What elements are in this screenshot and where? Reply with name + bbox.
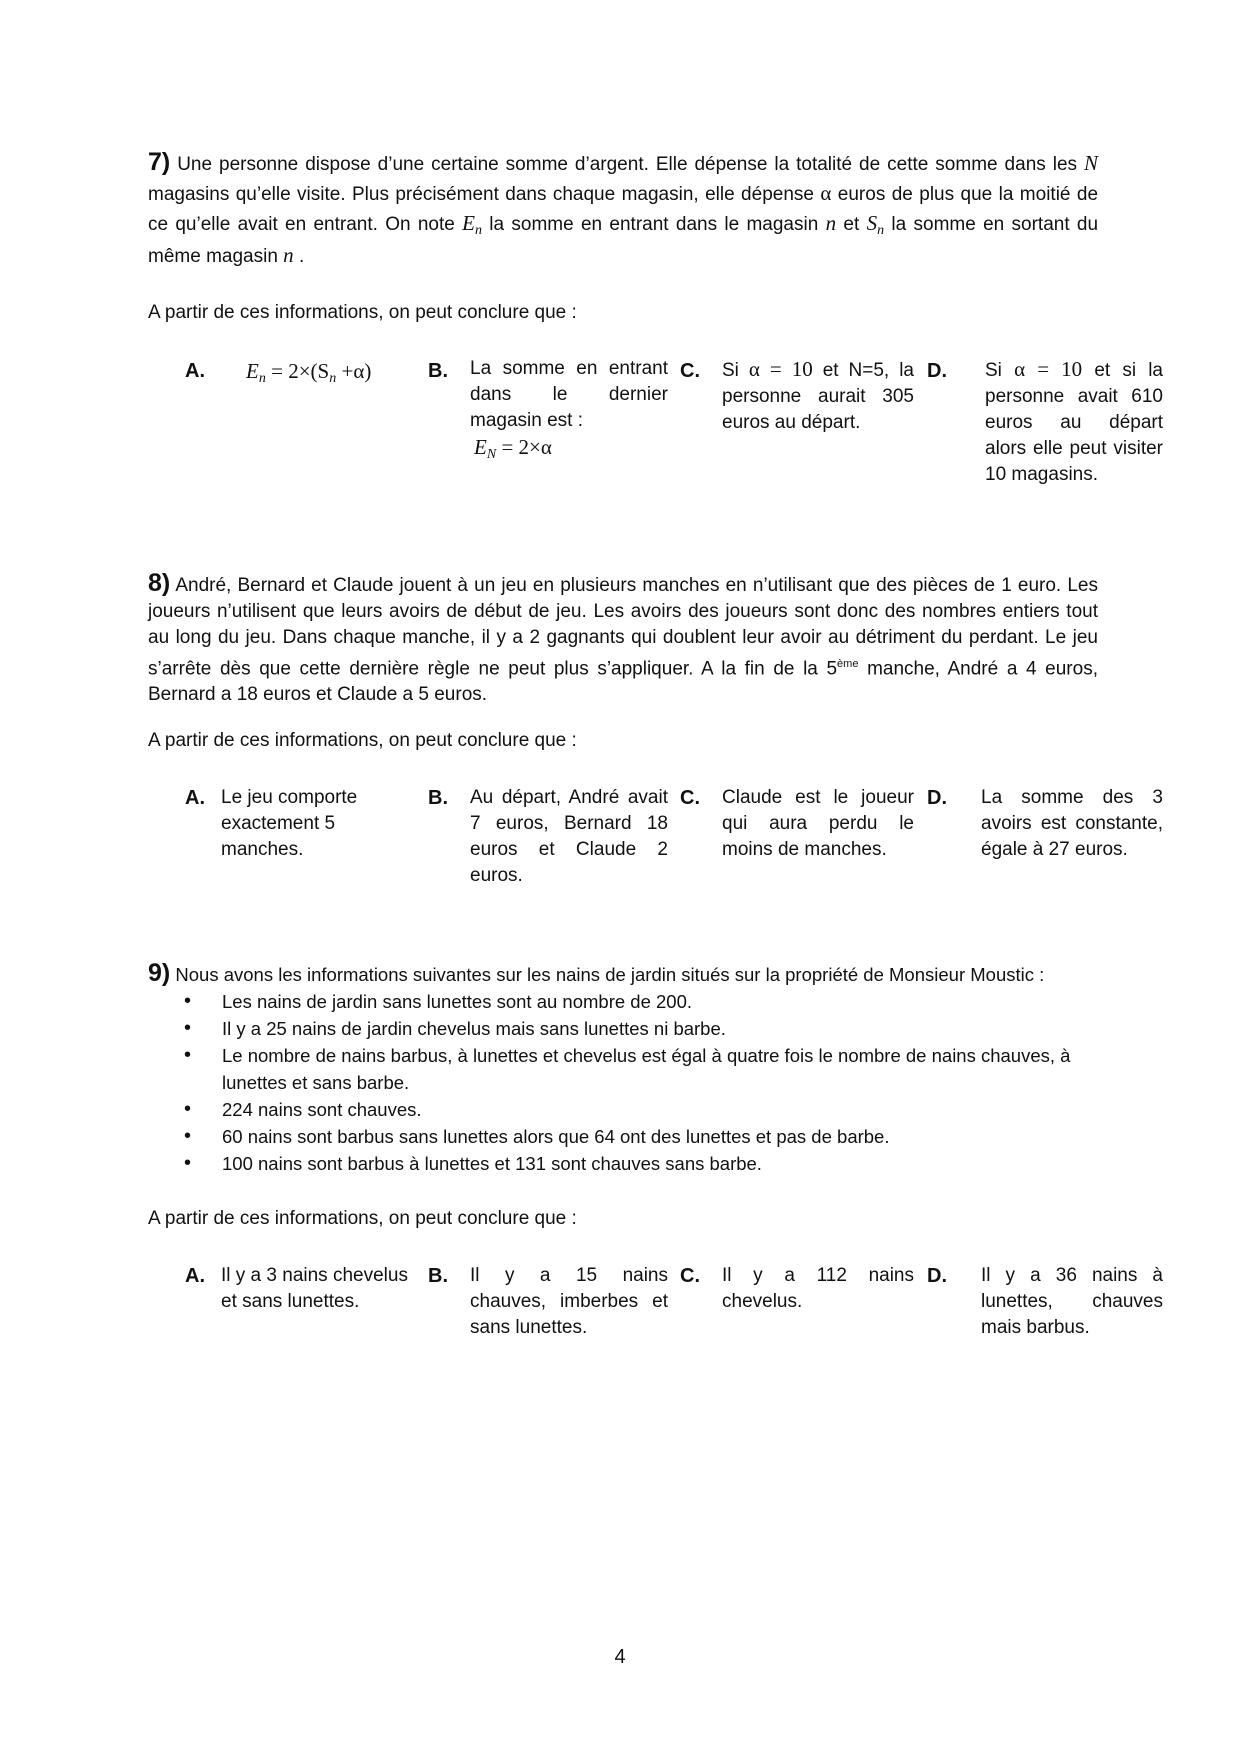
formula-sub: n (258, 371, 266, 386)
q9-bullet: • 100 nains sont barbus à lunettes et 131 sont chauves sans barbe. (148, 1150, 1098, 1177)
formula-sub: n (329, 371, 337, 386)
formula-part: α = 10 (1014, 357, 1083, 381)
q7-var-N: N (1083, 151, 1098, 175)
q8-option-b-letter: B. (428, 787, 448, 809)
q8-option-d-letter: D. (927, 787, 947, 809)
q9-intro-line (148, 960, 1098, 988)
q8-text-part: manche, André a 4 euros, Bernard a 18 euros et Claude a 5 euros. (148, 658, 1098, 706)
page-number: 4 (614, 1646, 626, 1668)
q7-option-b (470, 356, 668, 464)
q9-option-c: Il y a 112 nains chevelus. (722, 1265, 914, 1312)
q9-option-a-letter: A. (185, 1265, 205, 1287)
q8-option-a: Le jeu comporte exactement 5 manches. (221, 787, 358, 860)
question-8-number: 8) (148, 569, 171, 597)
q9-option-d-letter: D. (927, 1265, 947, 1287)
q7-option-d-letter: D. (927, 360, 947, 382)
q8-option-b: Au départ, André avait 7 euros, Bernard 18 euros et Claude 2 euros. (470, 787, 668, 886)
formula-part: = 2×(S (271, 359, 330, 383)
q9-option-d: Il y a 36 nains à lunettes, chauves mais barbus. (981, 1265, 1163, 1338)
q7-text-part: Une personne dispose d’une certaine somme d’argent. Elle dépense la totalité de cette somme dans les (177, 154, 1078, 175)
q9-bullet: • Le nombre de nains barbus, à lunettes et chevelus est égal à quatre fois le nombre de nains chauves, à lunettes et sans barbe. (148, 1042, 1098, 1096)
formula-part: α = 10 (748, 357, 813, 381)
q7-text-part: la somme en entrant dans le magasin (489, 214, 819, 235)
formula-part: = 2×α (501, 435, 552, 459)
q7-option-b-letter: B. (428, 360, 448, 382)
formula-part: +α) (341, 359, 372, 383)
q7-sub-n: n (474, 223, 482, 238)
q7-alpha: α (820, 181, 832, 205)
q7-option-d-text: et si la personne avait 610 euros au départ alors elle peut visiter 10 magasins. (985, 360, 1163, 485)
q9-option-b-letter: B. (428, 1265, 448, 1287)
q7-lead: A partir de ces informations, on peut conclure que : (148, 302, 577, 323)
q7-option-c-letter: C. (680, 360, 700, 382)
question-7-statement (148, 148, 1098, 271)
q8-option-c: Claude est le joueur qui aura perdu le moins de manches. (722, 787, 914, 860)
q7-sub-n: n (877, 223, 885, 238)
q8-option-c-letter: C. (680, 787, 700, 809)
q7-var-n: n (825, 211, 837, 235)
q9-lead: A partir de ces informations, on peut conclure que : (148, 1208, 577, 1229)
q9-option-a: Il y a 3 nains chevelus et sans lunettes. (221, 1265, 408, 1312)
question-9-number: 9) (148, 959, 171, 987)
q7-option-d (985, 356, 1163, 488)
q7-text-part: et (843, 214, 860, 235)
q7-option-b-text: La somme en entrant dans le dernier magasin est : (470, 358, 668, 431)
q7-option-d-text: Si (985, 360, 1002, 381)
question-9-statement (148, 960, 1098, 1177)
q7-text-part: magasins qu’elle visite. Plus précisément dans chaque magasin, elle dépense (148, 184, 814, 205)
q7-option-a (246, 358, 426, 388)
q9-option-b: Il y a 15 nains chauves, imberbes et sans lunettes. (470, 1265, 668, 1338)
q7-text-part: . (298, 246, 305, 267)
q7-option-a-letter: A. (185, 360, 205, 382)
q9-intro: Nous avons les informations suivantes sur les nains de jardin situés sur la propriété de Monsieur Moustic : (175, 964, 1045, 985)
q7-text-part: euros de plus que la moitié de ce qu’elle avait en entrant. On note (148, 184, 1099, 235)
q8-text-part: André, Bernard et Claude jouent à un jeu en plusieurs manches en n’utilisant que des pièces de 1 euro. Les joueurs n’utilisent que leurs avoirs de début de jeu. Les avoirs des joueurs sont donc des nombres entiers tout au long du jeu. Dans chaque manche, il y a 2 gagnants qui doublent leur avoir au détriment du perdant. Le jeu s’arrête dès que cette dernière règle ne peut plus s’appliquer. A la fin de la 5 (148, 575, 1098, 680)
formula-sub: N (486, 447, 497, 462)
q7-option-b-formula (474, 434, 668, 464)
formula-part: E (474, 435, 487, 459)
q7-var-n: n (283, 243, 294, 267)
q7-option-c-text: Si (722, 360, 739, 381)
q9-bullet: • Il y a 25 nains de jardin chevelus mais sans lunettes ni barbe. (148, 1015, 1098, 1042)
q7-option-c (722, 356, 914, 436)
q9-bullet: • Les nains de jardin sans lunettes sont au nombre de 200. (148, 988, 1098, 1015)
q9-bullet: • 60 nains sont barbus sans lunettes alors que 64 ont des lunettes et pas de barbe. (148, 1123, 1098, 1150)
q9-bullet: • 224 nains sont chauves. (148, 1096, 1098, 1123)
q8-superscript: ème (837, 658, 859, 670)
q7-text-part: la somme en sortant du même magasin (148, 214, 1099, 267)
q7-var-S: S (866, 211, 878, 235)
q7-var-E: E (462, 211, 475, 235)
formula-part: E (246, 359, 259, 383)
q8-lead: A partir de ces informations, on peut conclure que : (148, 730, 577, 751)
question-8-statement (148, 570, 1098, 708)
q8-option-a-letter: A. (185, 787, 205, 809)
q9-bullet-list (148, 988, 1098, 1177)
q8-option-d: La somme des 3 avoirs est constante, égale à 27 euros. (981, 787, 1163, 860)
q7-option-c-text: et N=5, la personne aurait 305 euros au départ. (722, 360, 914, 433)
q9-option-c-letter: C. (680, 1265, 700, 1287)
question-7-number: 7) (148, 148, 171, 176)
